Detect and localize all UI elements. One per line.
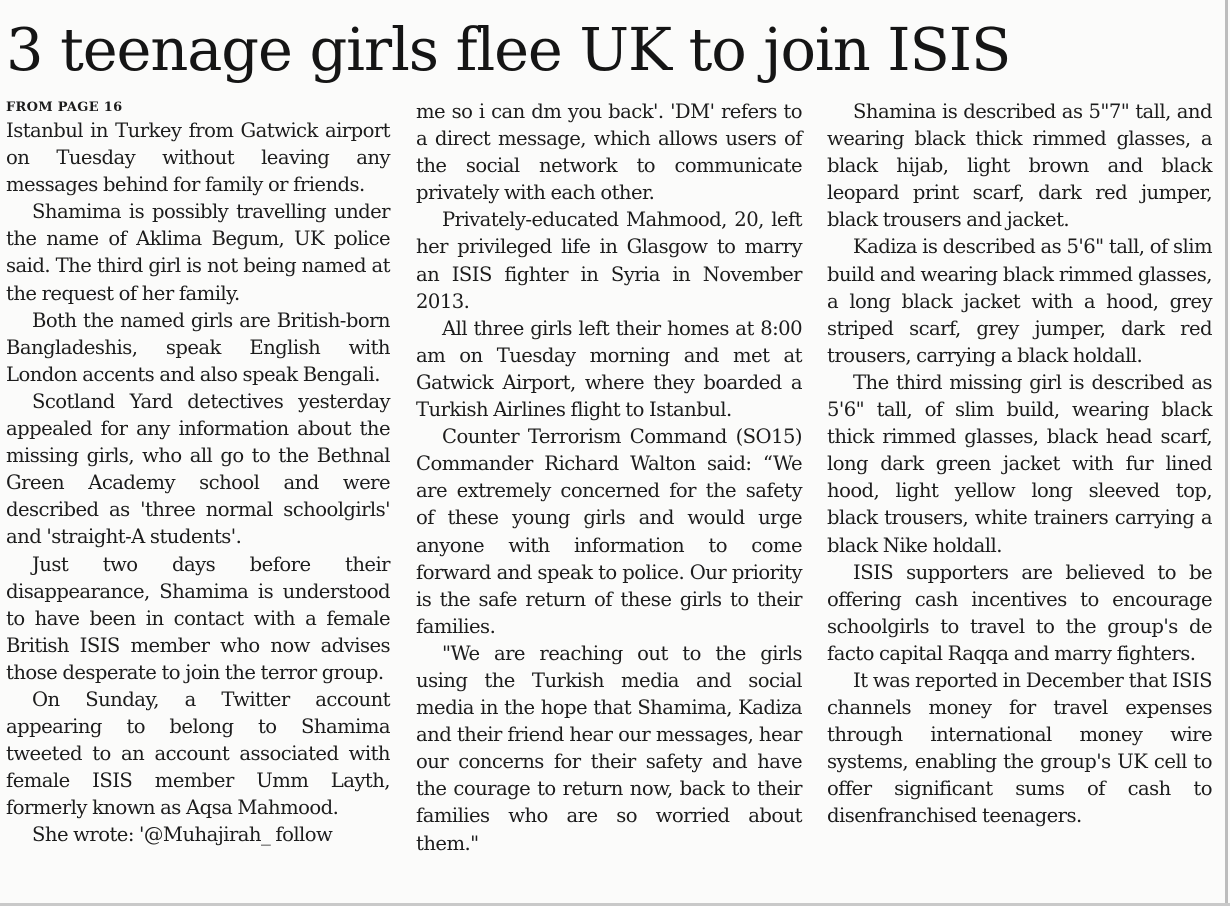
article-column-1 bbox=[6, 98, 390, 849]
paragraph: Shamima is possibly travelling under the name of Aklima Begum, UK police said. The third girl is not being named at the request of her family. bbox=[6, 200, 390, 305]
paragraph: Both the named girls are British-born Bangladeshis, speak English with London accents and also speak Bengali. bbox=[6, 308, 390, 386]
paragraph: She wrote: '@Muhajirah_ follow bbox=[32, 823, 333, 847]
paragraph: Just two days before their disappearance, Shamima is understood to have been in contact with a female British ISIS member who now advises those desperate to join the terror group. bbox=[6, 552, 390, 684]
paragraph: Istanbul in Turkey from Gatwick airport on Tuesday without leaving any messages behind for family or friends. bbox=[6, 119, 390, 197]
paragraph: Counter Terrorism Command (SO15) Commander Richard Walton said: “We are extremely concerned for the safety of these young girls and would urge anyone with information to come forward and speak to police. Our priority is the safe return of these girls to their families. bbox=[416, 425, 802, 638]
page-edge-rule bbox=[1225, 0, 1228, 906]
paragraph: me so i can dm you back'. 'DM' refers to a direct message, which allows users of the social network to communicate privately with each other. bbox=[416, 100, 802, 205]
article-column-2 bbox=[416, 98, 802, 857]
paragraph: Shamina is described as 5"7" tall, and wearing black thick rimmed glasses, a black hijab, light brown and black leopard print scarf, dark red jumper, black trousers and jacket. bbox=[827, 100, 1212, 232]
paragraph: It was reported in December that ISIS channels money for travel expenses through international money wire systems, enabling the group's UK cell to offer significant sums of cash to disenfranchised teenagers. bbox=[827, 668, 1212, 828]
article-column-3 bbox=[827, 98, 1212, 830]
paragraph: "We are reaching out to the girls using the Turkish media and social media in the hope that Shamima, Kadiza and their friend hear our messages, hear our concerns for their safety and have the courage to return now, back to their families who are so worried about them." bbox=[416, 641, 802, 855]
article-headline: 3 teenage girls flee UK to join ISIS bbox=[6, 15, 1011, 84]
paragraph: On Sunday, a Twitter account appearing to belong to Shamima tweeted to an account associated with female ISIS member Umm Layth, formerly known as Aqsa Mahmood. bbox=[6, 687, 390, 820]
paragraph: All three girls left their homes at 8:00 am on Tuesday morning and met at Gatwick Airport, where they boarded a Turkish Airlines flight to Istanbul. bbox=[416, 316, 802, 422]
paragraph: ISIS supporters are believed to be offering cash incentives to encourage schoolgirls to travel to the group's de facto capital Raqqa and marry fighters. bbox=[827, 560, 1212, 665]
paragraph: The third missing girl is described as 5'6" tall, of slim build, wearing black thick rimmed glasses, black head scarf, long dark green jacket with fur lined hood, light yellow long sleeved top, black trousers, white trainers carrying a black Nike holdall. bbox=[827, 370, 1212, 557]
paragraph: Kadiza is described as 5'6" tall, of slim build and wearing black rimmed glasses, a long black jacket with a hood, grey striped scarf, grey jumper, dark red trousers, carrying a black holdall. bbox=[827, 235, 1212, 367]
paragraph: Scotland Yard detectives yesterday appealed for any information about the missing girls, who all go to the Bethnal Green Academy school and were described as 'three normal schoolgirls' and 'straight-A students'. bbox=[6, 389, 390, 549]
paragraph: Privately-educated Mahmood, 20, left her privileged life in Glasgow to marry an ISIS fighter in Syria in November 2013. bbox=[416, 208, 802, 313]
continued-from-label: FROM PAGE 16 bbox=[6, 100, 123, 115]
